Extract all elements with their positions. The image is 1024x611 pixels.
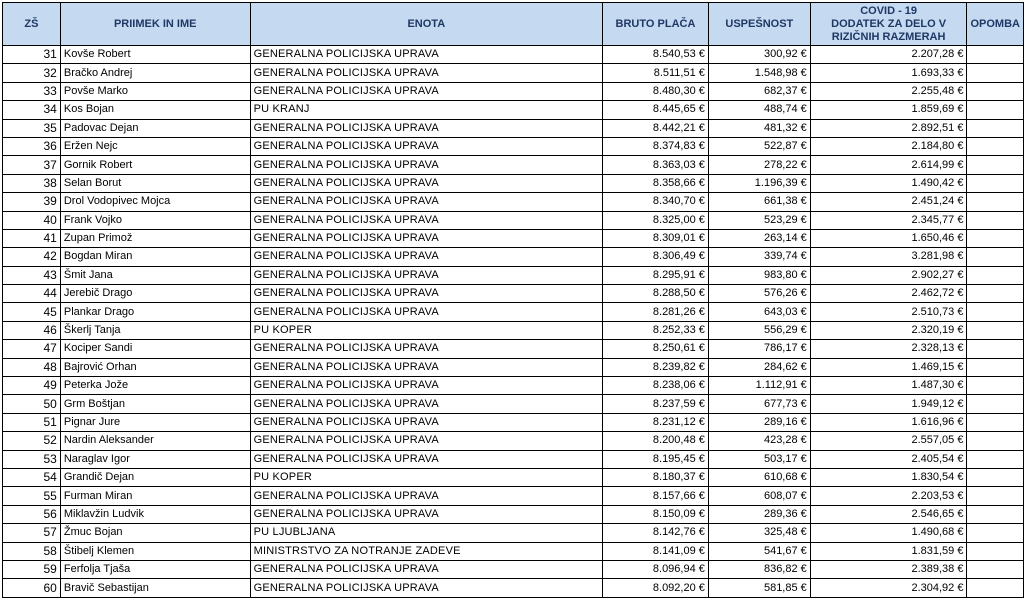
row-performance: 300,92 € (708, 46, 810, 64)
row-name: Kos Bojan (60, 101, 250, 119)
row-note (967, 395, 1024, 413)
row-note (967, 505, 1024, 523)
table-row (3, 358, 1024, 376)
row-gross: 8.288,50 € (603, 285, 709, 303)
row-unit: GENERALNA POLICIJSKA UPRAVA (250, 137, 602, 155)
row-name: Padovac Dejan (60, 119, 250, 137)
row-gross: 8.200,48 € (603, 432, 709, 450)
row-covid: 2.546,65 € (810, 505, 967, 523)
row-number: 33 (3, 82, 61, 100)
row-performance: 556,29 € (708, 321, 810, 339)
row-number: 31 (3, 46, 61, 64)
row-unit: GENERALNA POLICIJSKA UPRAVA (250, 156, 602, 174)
row-gross: 8.374,83 € (603, 137, 709, 155)
row-number: 45 (3, 303, 61, 321)
row-covid: 2.451,24 € (810, 193, 967, 211)
header-covid-line2: DODATEK ZA DELO V (831, 17, 947, 30)
row-name: Bravič Sebastijan (60, 579, 250, 597)
row-performance: 682,37 € (708, 82, 810, 100)
row-number: 46 (3, 321, 61, 339)
header-name: PRIIMEK IN IME (60, 3, 250, 46)
row-covid: 1.469,15 € (810, 358, 967, 376)
row-covid: 1.490,42 € (810, 174, 967, 192)
row-note (967, 137, 1024, 155)
row-performance: 488,74 € (708, 101, 810, 119)
table-row (3, 321, 1024, 339)
row-covid: 2.255,48 € (810, 82, 967, 100)
row-gross: 8.511,51 € (603, 64, 709, 82)
table-row (3, 119, 1024, 137)
row-gross: 8.237,59 € (603, 395, 709, 413)
row-performance: 1.548,98 € (708, 64, 810, 82)
table-row (3, 395, 1024, 413)
row-number: 49 (3, 377, 61, 395)
row-note (967, 248, 1024, 266)
table-row (3, 137, 1024, 155)
row-note (967, 560, 1024, 578)
header-zs: ZŠ (3, 3, 61, 46)
row-name: Ferfolja Tjaša (60, 560, 250, 578)
row-gross: 8.358,66 € (603, 174, 709, 192)
row-name: Jerebič Drago (60, 285, 250, 303)
table-row (3, 248, 1024, 266)
row-note (967, 358, 1024, 376)
row-covid: 2.405,54 € (810, 450, 967, 468)
row-note (967, 487, 1024, 505)
row-covid: 2.902,27 € (810, 266, 967, 284)
row-gross: 8.252,33 € (603, 321, 709, 339)
row-number: 57 (3, 524, 61, 542)
row-covid: 1.490,68 € (810, 524, 967, 542)
row-number: 47 (3, 340, 61, 358)
row-unit: PU KRANJ (250, 101, 602, 119)
row-covid: 2.328,13 € (810, 340, 967, 358)
row-gross: 8.295,91 € (603, 266, 709, 284)
row-performance: 339,74 € (708, 248, 810, 266)
row-gross: 8.195,45 € (603, 450, 709, 468)
row-performance: 983,80 € (708, 266, 810, 284)
row-gross: 8.092,20 € (603, 579, 709, 597)
row-note (967, 101, 1024, 119)
row-unit: GENERALNA POLICIJSKA UPRAVA (250, 229, 602, 247)
row-covid: 2.304,92 € (810, 579, 967, 597)
header-gross: BRUTO PLAČA (603, 3, 709, 46)
row-note (967, 266, 1024, 284)
row-name: Furman Miran (60, 487, 250, 505)
row-unit: GENERALNA POLICIJSKA UPRAVA (250, 432, 602, 450)
row-performance: 523,29 € (708, 211, 810, 229)
row-gross: 8.445,65 € (603, 101, 709, 119)
row-name: Štibelj Klemen (60, 542, 250, 560)
row-gross: 8.239,82 € (603, 358, 709, 376)
row-number: 38 (3, 174, 61, 192)
row-covid: 2.462,72 € (810, 285, 967, 303)
table-row (3, 450, 1024, 468)
row-unit: GENERALNA POLICIJSKA UPRAVA (250, 303, 602, 321)
row-performance: 786,17 € (708, 340, 810, 358)
row-note (967, 450, 1024, 468)
row-number: 55 (3, 487, 61, 505)
row-unit: GENERALNA POLICIJSKA UPRAVA (250, 285, 602, 303)
table-row (3, 101, 1024, 119)
table-body (3, 46, 1024, 598)
row-name: Peterka Jože (60, 377, 250, 395)
row-note (967, 211, 1024, 229)
row-unit: GENERALNA POLICIJSKA UPRAVA (250, 266, 602, 284)
row-performance: 836,82 € (708, 560, 810, 578)
row-unit: GENERALNA POLICIJSKA UPRAVA (250, 413, 602, 431)
row-name: Plankar Drago (60, 303, 250, 321)
row-performance: 610,68 € (708, 468, 810, 486)
row-covid: 1.616,96 € (810, 413, 967, 431)
row-note (967, 64, 1024, 82)
row-unit: GENERALNA POLICIJSKA UPRAVA (250, 358, 602, 376)
table-row (3, 542, 1024, 560)
row-name: Kociper Sandi (60, 340, 250, 358)
row-note (967, 524, 1024, 542)
row-gross: 8.157,66 € (603, 487, 709, 505)
row-name: Miklavžin Ludvik (60, 505, 250, 523)
row-note (967, 46, 1024, 64)
row-name: Bogdan Miran (60, 248, 250, 266)
row-covid: 1.949,12 € (810, 395, 967, 413)
row-unit: GENERALNA POLICIJSKA UPRAVA (250, 395, 602, 413)
row-covid: 2.203,53 € (810, 487, 967, 505)
row-performance: 677,73 € (708, 395, 810, 413)
row-number: 37 (3, 156, 61, 174)
row-unit: GENERALNA POLICIJSKA UPRAVA (250, 487, 602, 505)
row-covid: 1.831,59 € (810, 542, 967, 560)
row-gross: 8.281,26 € (603, 303, 709, 321)
row-covid: 3.281,98 € (810, 248, 967, 266)
row-name: Zupan Primož (60, 229, 250, 247)
row-number: 44 (3, 285, 61, 303)
row-unit: GENERALNA POLICIJSKA UPRAVA (250, 64, 602, 82)
header-performance: USPEŠNOST (708, 3, 810, 46)
row-performance: 581,85 € (708, 579, 810, 597)
header-covid-line1: COVID - 19 (860, 4, 918, 17)
row-performance: 576,26 € (708, 285, 810, 303)
row-performance: 325,48 € (708, 524, 810, 542)
row-gross: 8.142,76 € (603, 524, 709, 542)
header-covid-line3: RIZIČNIH RAZMERAH (831, 30, 946, 43)
row-covid: 2.510,73 € (810, 303, 967, 321)
row-note (967, 119, 1024, 137)
row-performance: 1.196,39 € (708, 174, 810, 192)
row-covid: 2.389,38 € (810, 560, 967, 578)
header-note: OPOMBA (967, 3, 1024, 46)
table-row (3, 193, 1024, 211)
row-gross: 8.309,01 € (603, 229, 709, 247)
row-number: 58 (3, 542, 61, 560)
table-row (3, 156, 1024, 174)
row-name: Bračko Andrej (60, 64, 250, 82)
row-name: Grm Boštjan (60, 395, 250, 413)
row-performance: 289,16 € (708, 413, 810, 431)
row-unit: GENERALNA POLICIJSKA UPRAVA (250, 82, 602, 100)
row-gross: 8.250,61 € (603, 340, 709, 358)
row-name: Pignar Jure (60, 413, 250, 431)
row-note (967, 303, 1024, 321)
row-gross: 8.231,12 € (603, 413, 709, 431)
row-number: 60 (3, 579, 61, 597)
row-unit: GENERALNA POLICIJSKA UPRAVA (250, 174, 602, 192)
row-unit: GENERALNA POLICIJSKA UPRAVA (250, 119, 602, 137)
row-unit: GENERALNA POLICIJSKA UPRAVA (250, 450, 602, 468)
row-unit: GENERALNA POLICIJSKA UPRAVA (250, 505, 602, 523)
table-row (3, 432, 1024, 450)
row-note (967, 156, 1024, 174)
table-row (3, 266, 1024, 284)
row-note (967, 340, 1024, 358)
row-number: 48 (3, 358, 61, 376)
row-unit: GENERALNA POLICIJSKA UPRAVA (250, 377, 602, 395)
row-performance: 503,17 € (708, 450, 810, 468)
row-number: 35 (3, 119, 61, 137)
row-performance: 608,07 € (708, 487, 810, 505)
row-gross: 8.096,94 € (603, 560, 709, 578)
row-unit: GENERALNA POLICIJSKA UPRAVA (250, 560, 602, 578)
row-number: 53 (3, 450, 61, 468)
row-covid: 1.487,30 € (810, 377, 967, 395)
row-number: 36 (3, 137, 61, 155)
row-note (967, 229, 1024, 247)
row-unit: PU KOPER (250, 468, 602, 486)
row-name: Bajrović Orhan (60, 358, 250, 376)
row-note (967, 193, 1024, 211)
row-unit: GENERALNA POLICIJSKA UPRAVA (250, 211, 602, 229)
table-row (3, 505, 1024, 523)
table-row (3, 560, 1024, 578)
row-note (967, 285, 1024, 303)
row-performance: 661,38 € (708, 193, 810, 211)
header-covid (810, 3, 967, 46)
row-gross: 8.180,37 € (603, 468, 709, 486)
row-covid: 2.207,28 € (810, 46, 967, 64)
row-covid: 2.614,99 € (810, 156, 967, 174)
row-note (967, 542, 1024, 560)
table-row (3, 413, 1024, 431)
row-gross: 8.540,53 € (603, 46, 709, 64)
row-number: 39 (3, 193, 61, 211)
row-gross: 8.150,09 € (603, 505, 709, 523)
row-name: Drol Vodopivec Mojca (60, 193, 250, 211)
row-name: Selan Borut (60, 174, 250, 192)
row-covid: 2.345,77 € (810, 211, 967, 229)
table-row (3, 579, 1024, 597)
row-covid: 2.184,80 € (810, 137, 967, 155)
table-row (3, 82, 1024, 100)
row-number: 42 (3, 248, 61, 266)
row-note (967, 321, 1024, 339)
row-gross: 8.141,09 € (603, 542, 709, 560)
row-covid: 2.320,19 € (810, 321, 967, 339)
table-row (3, 64, 1024, 82)
row-performance: 643,03 € (708, 303, 810, 321)
row-number: 50 (3, 395, 61, 413)
header-unit: ENOTA (250, 3, 602, 46)
table-row (3, 468, 1024, 486)
row-performance: 522,87 € (708, 137, 810, 155)
row-number: 54 (3, 468, 61, 486)
row-gross: 8.480,30 € (603, 82, 709, 100)
row-name: Frank Vojko (60, 211, 250, 229)
table-row (3, 46, 1024, 64)
table-row (3, 524, 1024, 542)
row-name: Eržen Nejc (60, 137, 250, 155)
row-gross: 8.442,21 € (603, 119, 709, 137)
table-row (3, 229, 1024, 247)
row-gross: 8.325,00 € (603, 211, 709, 229)
row-unit: GENERALNA POLICIJSKA UPRAVA (250, 248, 602, 266)
salary-table (2, 2, 1024, 598)
row-unit: PU KOPER (250, 321, 602, 339)
row-unit: PU LJUBLJANA (250, 524, 602, 542)
table-row (3, 377, 1024, 395)
row-number: 56 (3, 505, 61, 523)
row-unit: GENERALNA POLICIJSKA UPRAVA (250, 579, 602, 597)
row-gross: 8.238,06 € (603, 377, 709, 395)
row-name: Nardin Aleksander (60, 432, 250, 450)
row-note (967, 413, 1024, 431)
table-row (3, 211, 1024, 229)
row-name: Grandič Dejan (60, 468, 250, 486)
row-covid: 1.693,33 € (810, 64, 967, 82)
row-covid: 2.557,05 € (810, 432, 967, 450)
row-note (967, 432, 1024, 450)
row-note (967, 468, 1024, 486)
row-gross: 8.340,70 € (603, 193, 709, 211)
row-name: Gornik Robert (60, 156, 250, 174)
header-row (3, 3, 1024, 46)
row-note (967, 174, 1024, 192)
table-row (3, 340, 1024, 358)
table-row (3, 487, 1024, 505)
row-covid: 1.650,46 € (810, 229, 967, 247)
row-gross: 8.363,03 € (603, 156, 709, 174)
row-unit: GENERALNA POLICIJSKA UPRAVA (250, 46, 602, 64)
row-number: 40 (3, 211, 61, 229)
row-unit: MINISTRSTVO ZA NOTRANJE ZADEVE (250, 542, 602, 560)
row-name: Naraglav Igor (60, 450, 250, 468)
row-number: 59 (3, 560, 61, 578)
row-covid: 1.830,54 € (810, 468, 967, 486)
row-number: 43 (3, 266, 61, 284)
row-unit: GENERALNA POLICIJSKA UPRAVA (250, 340, 602, 358)
table-row (3, 174, 1024, 192)
row-gross: 8.306,49 € (603, 248, 709, 266)
row-covid: 1.859,69 € (810, 101, 967, 119)
row-performance: 263,14 € (708, 229, 810, 247)
row-unit: GENERALNA POLICIJSKA UPRAVA (250, 193, 602, 211)
row-name: Žmuc Bojan (60, 524, 250, 542)
row-number: 52 (3, 432, 61, 450)
row-performance: 289,36 € (708, 505, 810, 523)
row-name: Škerlj Tanja (60, 321, 250, 339)
table-row (3, 285, 1024, 303)
row-name: Kovše Robert (60, 46, 250, 64)
row-performance: 481,32 € (708, 119, 810, 137)
row-performance: 423,28 € (708, 432, 810, 450)
row-performance: 1.112,91 € (708, 377, 810, 395)
row-note (967, 377, 1024, 395)
row-name: Šmit Jana (60, 266, 250, 284)
table-row (3, 303, 1024, 321)
row-number: 34 (3, 101, 61, 119)
row-note (967, 82, 1024, 100)
row-performance: 284,62 € (708, 358, 810, 376)
row-performance: 278,22 € (708, 156, 810, 174)
row-performance: 541,67 € (708, 542, 810, 560)
row-number: 51 (3, 413, 61, 431)
row-number: 32 (3, 64, 61, 82)
row-note (967, 579, 1024, 597)
row-covid: 2.892,51 € (810, 119, 967, 137)
row-name: Povše Marko (60, 82, 250, 100)
row-number: 41 (3, 229, 61, 247)
